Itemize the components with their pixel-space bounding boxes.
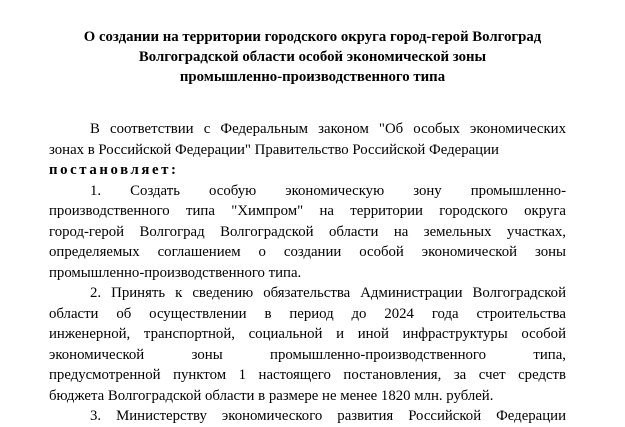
document-title	[30, 27, 595, 87]
item-1-line-3: город-герой Волгоград Волгоградской области на земельных участках,	[49, 223, 566, 240]
preamble-line-1: В соответствии с Федеральным законом "Об особых экономических	[90, 121, 566, 137]
item-1-line-1: 1. Создать особую экономическую зону промышленно-	[90, 182, 566, 199]
item-2-paragraph	[49, 283, 566, 406]
document-body	[49, 119, 566, 427]
item-1-line-5: промышленно-производственного типа.	[49, 264, 302, 281]
preamble-line-2: зонах в Российской Федерации" Правительство Российской Федерации	[49, 141, 499, 158]
item-1-line-2: производственного типа "Химпром" на территории городского округа	[49, 203, 566, 219]
item-1-line-4: определяемых соглашением о создании особой экономической зоны	[49, 244, 566, 260]
item-2-line-6: бюджета Волгоградской области в размере не менее 1820 млн. рублей.	[49, 387, 494, 404]
decree-word: постановляет:	[49, 162, 179, 178]
item-3-line-1: 3. Министерству экономического развития Российской Федерации	[90, 408, 566, 424]
item-2-line-5: предусмотренной пунктом 1 настоящего постановления, за счет средств	[49, 367, 566, 383]
preamble-paragraph	[49, 119, 566, 181]
title-line-2: Волгоградской области особой экономической зоны	[138, 49, 487, 65]
title-line-1: О создании на территории городского округа город-герой Волгоград	[83, 29, 542, 45]
item-2-line-1: 2. Принять к сведению обязательства Администрации Волгоградской	[90, 285, 566, 301]
title-line-3: промышленно-производственного типа	[179, 69, 446, 85]
item-2-line-3: инженерной, транспортной, социальной и иной инфраструктуры особой	[49, 326, 566, 342]
item-1-paragraph	[49, 181, 566, 284]
item-2-line-4: экономической зоны промышленно-производственного типа,	[49, 346, 566, 363]
item-2-line-2: области об осуществлении в период до 2024 года строительства	[49, 305, 566, 322]
item-3-paragraph	[49, 406, 566, 427]
